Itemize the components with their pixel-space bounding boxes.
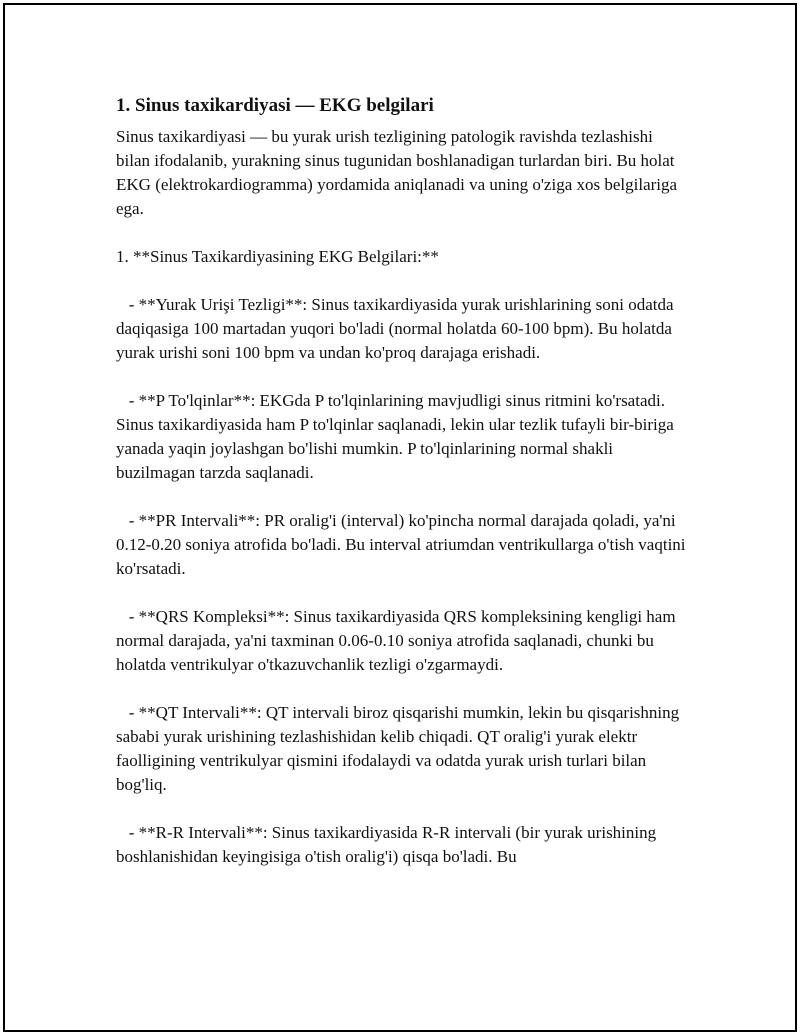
list-item-qrs-complex: - **QRS Kompleksi**: Sinus taxikardiyasida QRS kompleksining kengligi ham normal darajada, ya'ni taxminan 0.06-0.10 soniya atrofida saqlanadi, chunki bu holatda ventrikulyar o'tkazuvchanlik tezligi o'zgarmaydi. [116, 607, 680, 674]
list-item-qt-interval: - **QT Intervali**: QT intervali biroz qisqarishi mumkin, lekin bu qisqarishning sababi yurak urishining tezlashishidan kelib chiqadi. QT oralig'i yurak elektr faolligining ventrikulyar qismini ifodalaydi va odatda yurak urish turlari bilan bog'liq. [116, 703, 684, 794]
list-item-p-waves: - **P To'lqinlar**: EKGda P to'lqinlarining mavjudligi sinus ritmini ko'rsatadi. Sinus taxikardiyasida ham P to'lqinlar saqlanadi, lekin ular tezlik tufayli bir-biriga yanada yaqin joylashgan bo'lishi mumkin. P to'lqinlarining normal shakli buzilmagan tarzda saqlanadi. [116, 391, 679, 482]
list-item-rr-interval: - **R-R Intervali**: Sinus taxikardiyasida R-R intervali (bir yurak urishining boshlanishidan keyingisiga o'tish oralig'i) qisqa bo'ladi. Bu [116, 823, 661, 866]
intro-paragraph: Sinus taxikardiyasi — bu yurak urish tezligining patologik ravishda tezlashishi bilan ifodalanib, yurakning sinus tugunidan boshlanadigan turlardan biri. Bu holat EKG (elektrokardiogramma) yordamida aniqlanadi va uning o'ziga xos belgilariga ega. [116, 127, 678, 218]
list-item-heart-rate: - **Yurak Urişi Tezligi**: Sinus taxikardiyasida yurak urishlarining soni odatda daqiqasiga 100 martadan yuqori bo'ladi (normal holatda 60-100 bpm). Bu holatda yurak urishi soni 100 bpm va undan ko'proq darajaga erishadi. [116, 295, 678, 362]
list-item-pr-interval: - **PR Intervali**: PR oralig'i (interval) ko'pincha normal darajada qoladi, ya'ni 0.12-0.20 soniya atrofida bo'ladi. Bu interval atriumdan ventrikullarga o'tish vaqtini ko'rsatadi. [116, 511, 690, 578]
section-heading: 1. **Sinus Taxikardiyasining EKG Belgilari:** [116, 247, 439, 266]
document-body [116, 93, 691, 893]
document-title: 1. Sinus taxikardiyasi — EKG belgilari [116, 95, 434, 116]
